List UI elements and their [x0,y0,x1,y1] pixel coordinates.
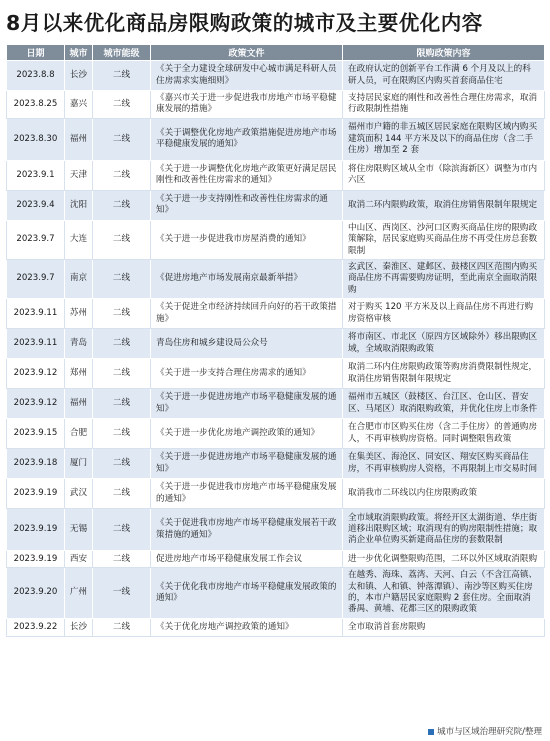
city-cell: 天津 [65,160,93,190]
date-cell: 2023.9.1 [7,160,65,190]
date-cell: 2023.8.8 [7,61,65,91]
policy-table [6,44,545,637]
tier-cell: 二线 [93,118,151,160]
table-row [7,190,545,220]
tier-cell: 二线 [93,220,151,259]
policy-doc-cell: 《关于进一步促进房地产市场平稳健康发展的通知》 [151,449,343,479]
table-row [7,479,545,509]
policy-content-cell: 在越秀、海珠、荔湾、天河、白云（不含江高镇、太和镇、人和镇、钟落潭镇）、南沙等区购买住房的，本市户籍居民家庭限购 2 套住房。全面取消番禺、黄埔、花都三区的限购政策 [343,568,545,619]
table-row [7,551,545,568]
page-title: 8月以来优化商品房限购政策的城市及主要优化内容 [6,11,483,35]
tier-cell: 二线 [93,160,151,190]
city-cell: 青岛 [65,329,93,359]
policy-content-cell: 取消二环内限购政策，取消住房销售限制年限规定 [343,190,545,220]
date-cell: 2023.9.18 [7,449,65,479]
table-row [7,160,545,190]
tier-cell: 二线 [93,551,151,568]
date-cell: 2023.9.11 [7,329,65,359]
table-row [7,61,545,91]
policy-doc-cell: 《关于进一步促进我市房屋消费的通知》 [151,220,343,259]
policy-content-cell: 中山区、西岗区、沙河口区购买商品住房的限购政策解除，居民家庭购买商品住房不再受住房总套数限制 [343,220,545,259]
policy-content-cell: 在合肥市市区购买住房（含二手住房）的普通购房人，不再审核购房资格。同时调整限售政策 [343,419,545,449]
date-cell: 2023.9.12 [7,359,65,389]
table-row [7,449,545,479]
city-cell: 武汉 [65,479,93,509]
date-cell: 2023.8.30 [7,118,65,160]
policy-doc-cell: 促进房地产市场平稳健康发展工作会议 [151,551,343,568]
city-cell: 西安 [65,551,93,568]
header-policy-doc: 政策文件 [151,45,343,61]
city-cell: 郑州 [65,359,93,389]
table-row [7,220,545,259]
city-cell: 合肥 [65,419,93,449]
table-row [7,260,545,299]
policy-content-cell: 在政府认定的创新平台工作满 6 个月及以上的科研人员，可在限购区内购买首套商品住宅 [343,61,545,91]
city-cell: 长沙 [65,618,93,636]
tier-cell: 一线 [93,568,151,619]
date-cell: 2023.9.19 [7,509,65,551]
table-row [7,509,545,551]
date-cell: 2023.9.19 [7,479,65,509]
policy-content-cell: 玄武区、秦淮区、建邺区、鼓楼区四区范围内购买商品住房不再需要购房证明，至此南京全面取消限购 [343,260,545,299]
table-row [7,419,545,449]
policy-doc-cell: 《关于进一步促进房地产市场平稳健康发展的通知》 [151,389,343,419]
tier-cell: 二线 [93,389,151,419]
policy-doc-cell: 《嘉兴市关于进一步促进我市房地产市场平稳健康发展的措施》 [151,91,343,119]
policy-doc-cell: 《关于促进全市经济持续回升向好的若干政策措施》 [151,299,343,329]
policy-content-cell: 支持居民家庭的刚性和改善性合理住房需求，取消行政限制性措施 [343,91,545,119]
city-cell: 广州 [65,568,93,619]
policy-doc-cell: 《关于进一步支持刚性和改善性住房需求的通知》 [151,190,343,220]
policy-content-cell: 取消二环内住房限购政策等购房消费限制性规定，取消住房销售限制年限规定 [343,359,545,389]
city-cell: 南京 [65,260,93,299]
tier-cell: 二线 [93,91,151,119]
policy-doc-cell: 《关于优化房地产调控政策的通知》 [151,618,343,636]
city-cell: 大连 [65,220,93,259]
policy-doc-cell: 《关于进一步调整优化房地产政策更好满足居民刚性和改善性住房需求的通知》 [151,160,343,190]
table-header-row [7,45,545,61]
policy-content-cell: 在集美区、海沧区、同安区、翔安区购买商品住房，不再审核购房人资格，不再限制上市交易时间 [343,449,545,479]
policy-content-cell: 对于购买 120 平方米及以上商品住房不再进行购房资格审核 [343,299,545,329]
header-date: 日期 [7,45,65,61]
policy-content-cell: 福州市五城区（鼓楼区、台江区、仓山区、晋安区、马尾区）取消限购政策，并优化住房上市条件 [343,389,545,419]
table-body [7,61,545,637]
tier-cell: 二线 [93,419,151,449]
tier-cell: 二线 [93,190,151,220]
policy-doc-cell: 《关于进一步优化房地产调控政策的通知》 [151,419,343,449]
city-cell: 厦门 [65,449,93,479]
policy-doc-cell: 《关于进一步支持合理住房需求的通知》 [151,359,343,389]
header-city: 城市 [65,45,93,61]
tier-cell: 二线 [93,299,151,329]
city-cell: 福州 [65,118,93,160]
policy-doc-cell: 《关于进一步促进我市房地产市场平稳健康发展的通知》 [151,479,343,509]
date-cell: 2023.9.7 [7,260,65,299]
date-cell: 2023.9.4 [7,190,65,220]
city-cell: 沈阳 [65,190,93,220]
city-cell: 长沙 [65,61,93,91]
policy-content-cell: 取消我市二环线以内住房限购政策 [343,479,545,509]
source-note [428,725,542,737]
date-cell: 2023.9.19 [7,551,65,568]
date-cell: 2023.9.20 [7,568,65,619]
policy-doc-cell: 《促进房地产市场发展南京最新举措》 [151,260,343,299]
table-row [7,118,545,160]
policy-content-cell: 全市取消首套房限购 [343,618,545,636]
policy-content-cell: 进一步优化调整限购范围，二环以外区域取消限购 [343,551,545,568]
date-cell: 2023.8.25 [7,91,65,119]
policy-doc-cell: 《关于优化我市房地产市场平稳健康发展政策的通知》 [151,568,343,619]
header-tier: 城市能级 [93,45,151,61]
tier-cell: 二线 [93,618,151,636]
city-cell: 嘉兴 [65,91,93,119]
table-row [7,618,545,636]
date-cell: 2023.9.11 [7,299,65,329]
tier-cell: 二线 [93,449,151,479]
policy-doc-cell: 《关于调整优化房地产政策措施促进房地产市场平稳健康发展的通知》 [151,118,343,160]
policy-content-cell: 全市域取消限购政策。将经开区太湖街道、华庄街道移出限购区域；取消现有的购房限制性措施；取消企业单位购买新建商品住房的套数限制 [343,509,545,551]
date-cell: 2023.9.15 [7,419,65,449]
tier-cell: 二线 [93,509,151,551]
date-cell: 2023.9.22 [7,618,65,636]
tier-cell: 二线 [93,61,151,91]
date-cell: 2023.9.7 [7,220,65,259]
source-text: 城市与区域治理研究院/整理 [437,727,542,737]
policy-doc-cell: 《关于全力建设全球研发中心城市满足科研人员住房需求实施细则》 [151,61,343,91]
tier-cell: 二线 [93,479,151,509]
table-row [7,91,545,119]
source-square-icon [428,729,434,735]
policy-content-cell: 将市南区、市北区（原四方区域除外）移出限购区域，全域取消限购政策 [343,329,545,359]
table-row [7,359,545,389]
tier-cell: 二线 [93,359,151,389]
header-policy-content: 限购政策内容 [343,45,545,61]
tier-cell: 二线 [93,260,151,299]
policy-doc-cell: 青岛住房和城乡建设局公众号 [151,329,343,359]
policy-content-cell: 福州市户籍的非五城区居民家庭在限购区域内购买建筑面积 144 平方米及以下的商品住房（含二手住房）增加至 2 套 [343,118,545,160]
table-row [7,389,545,419]
table-row [7,299,545,329]
tier-cell: 二线 [93,329,151,359]
policy-doc-cell: 《关于促进我市房地产市场平稳健康发展若干政策措施的通知》 [151,509,343,551]
city-cell: 无锡 [65,509,93,551]
policy-content-cell: 将住房限购区域从全市（除滨海新区）调整为市内六区 [343,160,545,190]
city-cell: 苏州 [65,299,93,329]
city-cell: 福州 [65,389,93,419]
date-cell: 2023.9.12 [7,389,65,419]
table-row [7,329,545,359]
table-row [7,568,545,619]
